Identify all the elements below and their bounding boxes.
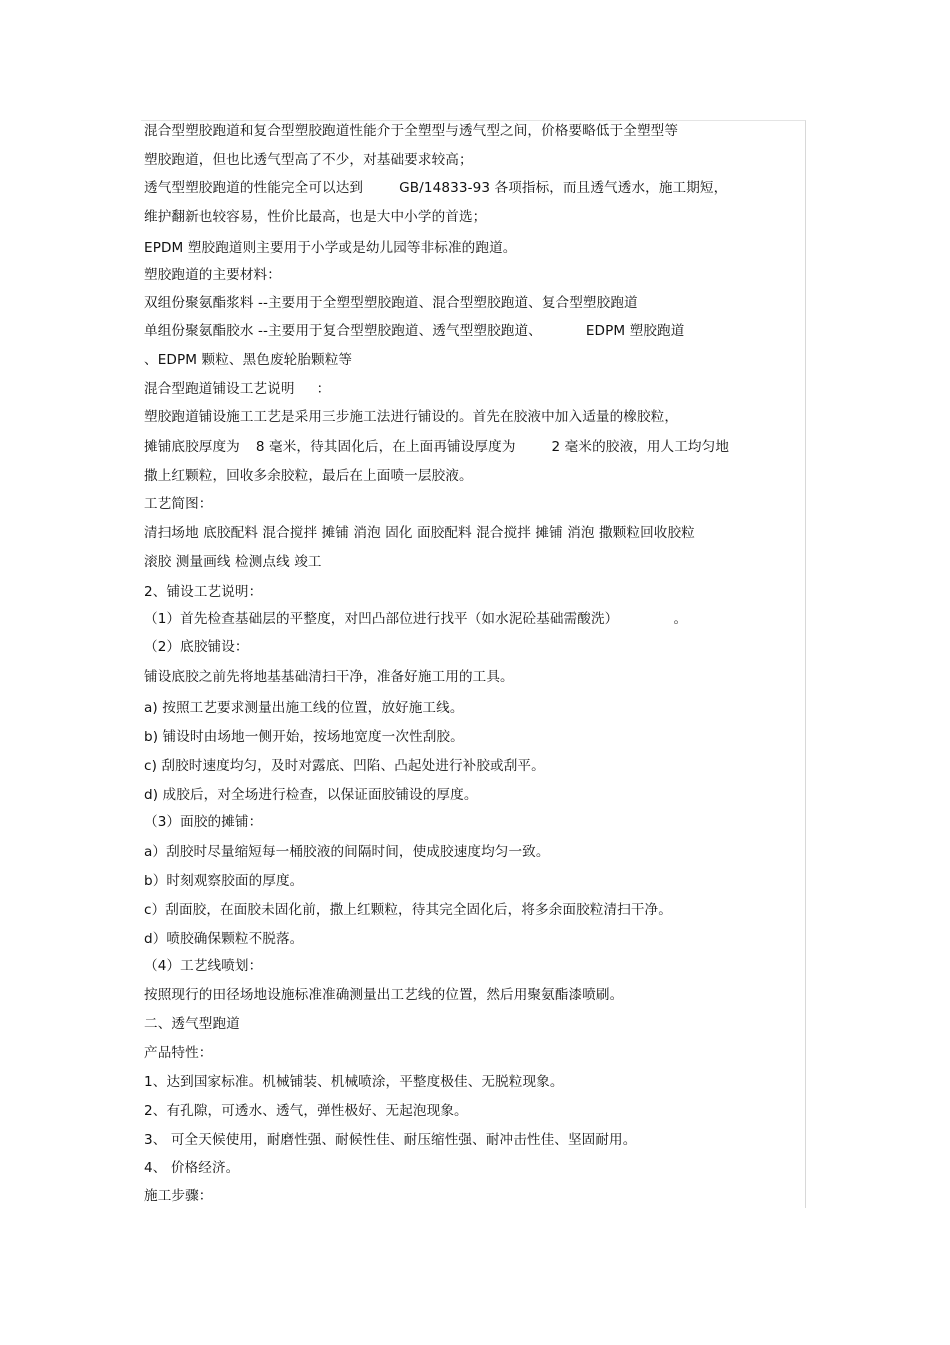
text-line — [144, 467, 473, 485]
text-run: 4、 价格经济。 — [144, 1160, 240, 1176]
text-run: （4）工艺线喷划： — [144, 958, 263, 974]
text-run: 。 — [673, 611, 688, 627]
text-line — [144, 380, 330, 398]
text-line — [144, 1015, 240, 1033]
text-line — [144, 728, 464, 746]
text-run: GB/14833-93 各项指标，而且透气透水，施工期短， — [399, 180, 728, 196]
text-run: d）喷胶确保颗粒不脱落。 — [144, 931, 304, 947]
text-run: 塑胶跑道，但也比透气型高了不少，对基础要求较高； — [144, 152, 473, 168]
text-line — [144, 524, 695, 542]
text-line — [144, 1044, 212, 1062]
text-line — [144, 438, 729, 456]
text-line — [144, 699, 464, 717]
text-line — [144, 757, 545, 775]
text-line — [144, 1131, 636, 1149]
text-run: 2 毫米的胶液，用人工均匀地 — [551, 439, 730, 455]
text-run: 1、达到国家标准。机械铺装、机械喷涂，平整度极佳、无脱粒现象。 — [144, 1074, 564, 1090]
text-run: 单组份聚氨酯胶水 --主要用于复合型塑胶跑道、透气型塑胶跑道、 — [144, 323, 542, 339]
text-line — [144, 957, 262, 975]
text-run: 滚胶 测量画线 检测点线 竣工 — [144, 554, 322, 570]
text-run: 混合型跑道铺设工艺说明 — [144, 381, 295, 397]
text-run: c）刮面胶，在面胶未固化前，撒上红颗粒，待其完全固化后，将多余面胶粒清扫干净。 — [144, 902, 672, 918]
text-run: a）刮胶时尽量缩短每一桶胶液的间隔时间，使成胶速度均匀一致。 — [144, 844, 550, 860]
text-run: EDPM 塑胶跑道 — [585, 323, 685, 339]
text-line — [144, 610, 687, 628]
text-line — [144, 813, 262, 831]
text-run: （2）底胶铺设： — [144, 639, 249, 655]
text-run: 2、铺设工艺说明： — [144, 584, 263, 600]
text-line — [144, 901, 672, 919]
text-run: 3、 可全天候使用，耐磨性强、耐候性佳、耐压缩性强、耐冲击性佳、坚固耐用。 — [144, 1132, 637, 1148]
text-line — [144, 208, 486, 226]
text-line — [144, 786, 478, 804]
text-run: d) 成胶后，对全场进行检查，以保证面胶铺设的厚度。 — [144, 787, 478, 803]
text-run: 维护翻新也较容易，性价比最高，也是大中小学的首选； — [144, 209, 487, 225]
text-line — [144, 668, 514, 686]
text-line — [144, 583, 262, 601]
text-run: 塑胶跑道的主要材料： — [144, 267, 281, 283]
text-run: 塑胶跑道铺设施工工艺是采用三步施工法进行铺设的。首先在胶液中加入适量的橡胶粒， — [144, 409, 679, 425]
text-line — [144, 239, 516, 257]
text-line — [144, 553, 322, 571]
text-run: b）时刻观察胶面的厚度。 — [144, 873, 304, 889]
text-line — [144, 1073, 564, 1091]
text-line — [144, 495, 212, 513]
text-run: 撒上红颗粒，回收多余胶粒，最后在上面喷一层胶液。 — [144, 468, 473, 484]
text-line — [144, 408, 678, 426]
text-run: （1）首先检查基础层的平整度，对凹凸部位进行找平（如水泥砼基础需酸洗） — [144, 611, 612, 627]
text-run: 施工步骤： — [144, 1188, 213, 1204]
text-line — [144, 266, 281, 284]
text-run: 混合型塑胶跑道和复合型塑胶跑道性能介于全塑型与透气型之间，价格要略低于全塑型等 — [144, 123, 679, 139]
text-line — [144, 1187, 212, 1205]
text-run: 产品特性： — [144, 1045, 213, 1061]
text-line — [144, 986, 623, 1004]
text-line — [144, 843, 550, 861]
text-line — [144, 294, 638, 312]
text-run: 、EDPM 颗粒、黑色废轮胎颗粒等 — [144, 352, 353, 368]
text-run: b) 铺设时由场地一侧开始，按场地宽度一次性刮胶。 — [144, 729, 464, 745]
text-line — [144, 322, 684, 340]
text-run: （3）面胶的摊铺： — [144, 814, 263, 830]
text-run: 2、有孔隙，可透水、透气，弹性极好、无起泡现象。 — [144, 1103, 468, 1119]
text-run: 铺设底胶之前先将地基基础清扫干净，准备好施工用的工具。 — [144, 669, 514, 685]
text-run: 二、透气型跑道 — [144, 1016, 240, 1032]
text-line — [144, 930, 303, 948]
text-line — [144, 1102, 468, 1120]
text-run: 8 毫米，待其固化后，在上面再铺设厚度为 — [255, 439, 516, 455]
text-run: 按照现行的田径场地设施标准准确测量出工艺线的位置，然后用聚氨酯漆喷刷。 — [144, 987, 624, 1003]
text-line — [144, 1159, 239, 1177]
text-line — [144, 179, 727, 197]
text-run: ： — [316, 381, 331, 397]
text-run: EPDM 塑胶跑道则主要用于小学或是幼儿园等非标准的跑道。 — [144, 240, 517, 256]
text-line — [144, 872, 303, 890]
text-line — [144, 638, 249, 656]
text-run: 清扫场地 底胶配料 混合搅拌 摊铺 消泡 固化 面胶配料 混合搅拌 摊铺 消泡 撒颗粒回收胶粒 — [144, 525, 695, 541]
text-line — [144, 122, 678, 140]
text-run: c) 刮胶时速度均匀，及时对露底、凹陷、凸起处进行补胶或刮平。 — [144, 758, 545, 774]
text-run: 摊铺底胶厚度为 — [144, 439, 240, 455]
text-run: a) 按照工艺要求测量出施工线的位置，放好施工线。 — [144, 700, 464, 716]
text-run: 透气型塑胶跑道的性能完全可以达到 — [144, 180, 364, 196]
text-run: 工艺简图： — [144, 496, 213, 512]
text-line — [144, 151, 473, 169]
text-run: 双组份聚氨酯浆料 --主要用于全塑型塑胶跑道、混合型塑胶跑道、复合型塑胶跑道 — [144, 295, 638, 311]
text-line — [144, 351, 352, 369]
